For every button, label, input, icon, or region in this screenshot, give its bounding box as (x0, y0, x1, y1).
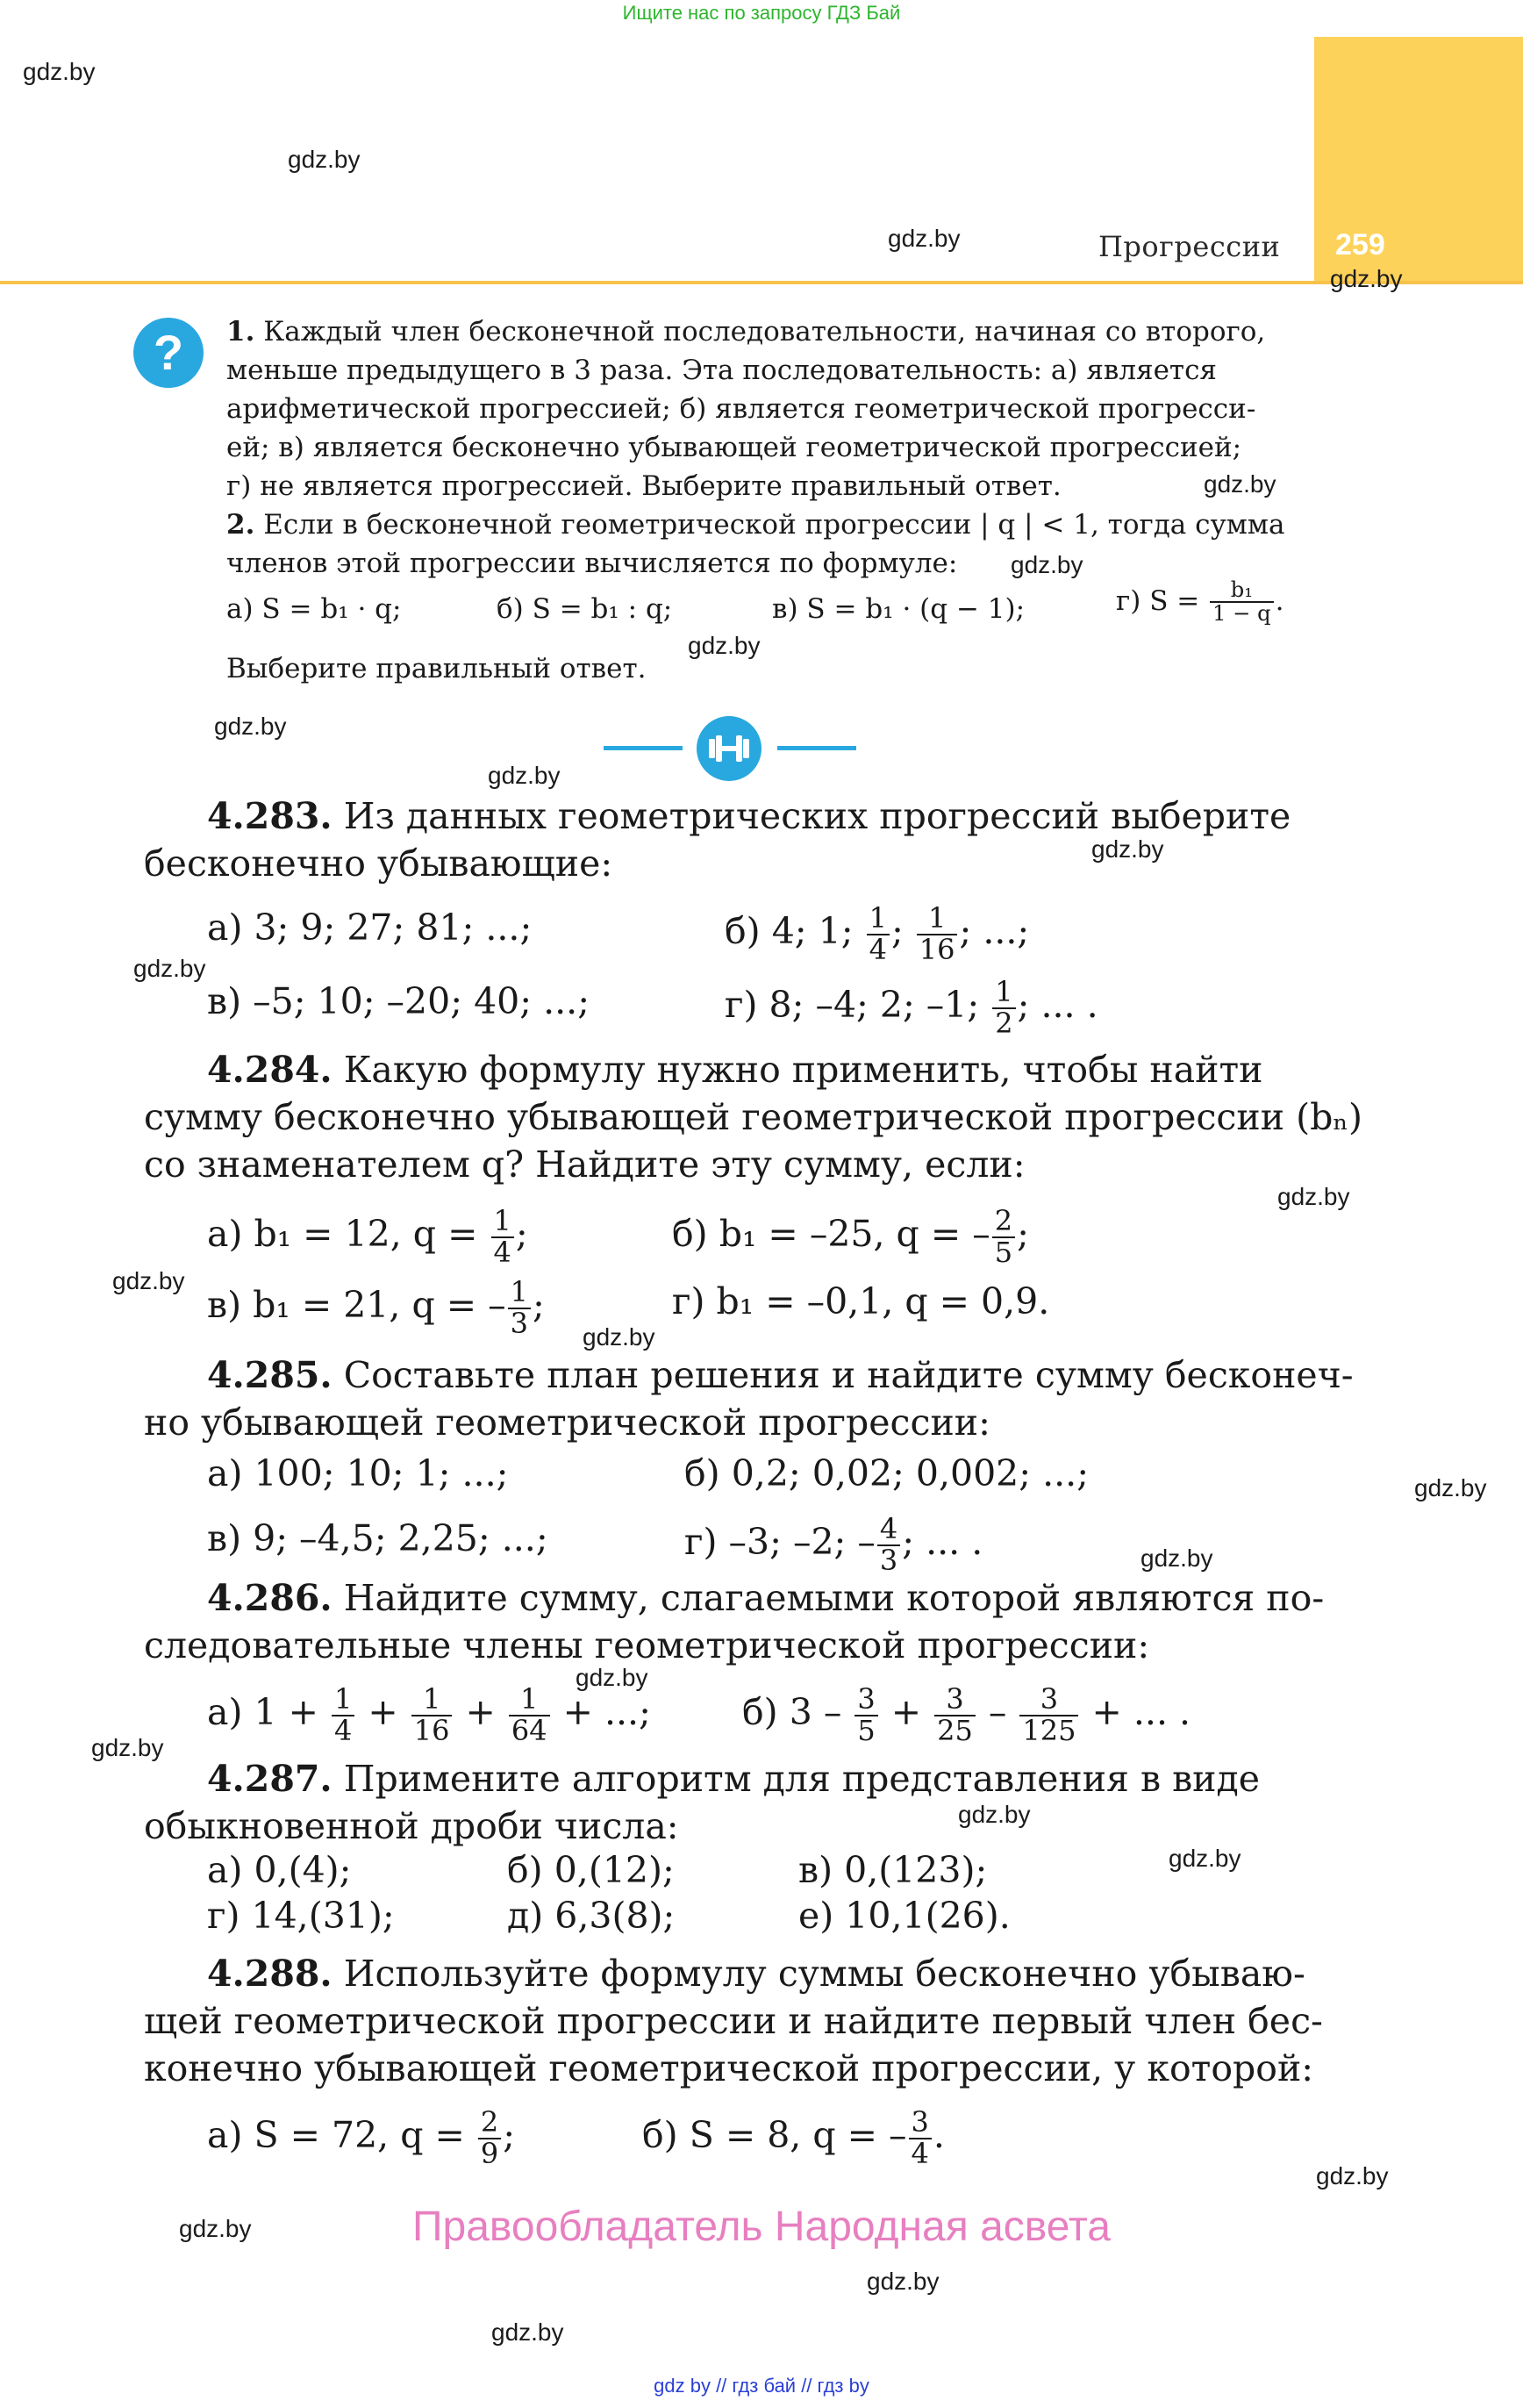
exercise-4-285-b: б) 0,2; 0,02; 0,002; ...; (684, 1452, 1090, 1494)
exercise-4-286-line: следовательные члены геометрической прогрессии: (144, 1624, 1150, 1666)
top-banner-note[interactable]: Ищите нас по запросу ГДЗ Бай (622, 2, 901, 24)
exercise-4-283-v: в) –5; 10; –20; 40; ...; (207, 980, 590, 1022)
watermark: gdz.by (112, 1267, 185, 1294)
divider-line-right (777, 746, 856, 750)
exercise-4-286-line: 4.286. Найдите сумму, слагаемыми которой являются по- (207, 1577, 1325, 1619)
watermark: gdz.by (91, 1734, 164, 1761)
exercise-4-287-a: а) 0,(4); (207, 1849, 352, 1891)
exercise-4-287-e: е) 10,1(26). (798, 1895, 1011, 1937)
watermark: gdz.by (1330, 265, 1403, 292)
watermark: gdz.by (1204, 470, 1276, 498)
header-divider-line (0, 281, 1523, 284)
question-2-line: 2. Если в бесконечной геометрической прогрессии | q | < 1, тогда сумма (226, 509, 1285, 541)
watermark: gdz.by (133, 955, 206, 982)
exercise-4-288-line: щей геометрической прогрессии и найдите первый член бес- (144, 2000, 1323, 2042)
dumbbell-icon (697, 716, 762, 781)
exercise-4-288-a: а) S = 72, q = $\frac{2}{9}$ ; (207, 2105, 516, 2170)
footer-links[interactable]: gdz by // гдз бай // гдз by (654, 2375, 869, 2397)
watermark: gdz.by (1140, 1544, 1213, 1572)
exercise-4-288-line: конечно убывающей геометрической прогрессии, у которой: (144, 2047, 1314, 2089)
exercise-4-283-a: а) 3; 9; 27; 81; ...; (207, 907, 533, 949)
exercise-4-283-g: г) 8; –4; 2; –1; $\frac{1}{2}$ ; ... . (725, 975, 1098, 1040)
exercise-4-286-b: б) 3 – $\frac{3}{5}$ + $\frac{3}{25}$ – $\frac{3}{125}$ + ... . (742, 1682, 1191, 1747)
question-choose-answer: Выберите правильный ответ. (226, 653, 647, 684)
watermark: gdz.by (688, 632, 761, 659)
exercise-4-287-b: б) 0,(12); (507, 1849, 675, 1891)
question-2-option-v: в) S = b₁ · (q − 1); (772, 593, 1026, 625)
watermark: gdz.by (288, 146, 361, 173)
exercise-4-285-a: а) 100; 10; 1; ...; (207, 1452, 509, 1494)
page-number: 259 (1335, 228, 1385, 262)
exercise-4-283-b: б) 4; 1; $\frac{1}{4}$ ; $\frac{1}{16}$ ; ...; (725, 901, 1030, 966)
exercise-4-284-g: г) b₁ = –0,1, q = 0,9. (672, 1280, 1050, 1322)
exercise-4-284-line: 4.284. Какую формулу нужно применить, чтобы найти (207, 1049, 1263, 1091)
exercise-4-285-line: 4.285. Составьте план решения и найдите сумму бесконеч- (207, 1354, 1354, 1396)
exercise-4-285-g: г) –3; –2; – $\frac{4}{3}$ ; ... . (684, 1512, 983, 1577)
exercise-4-287-g: г) 14,(31); (207, 1895, 395, 1937)
question-1-line: 1. Каждый член бесконечной последовательности, начиная со второго, (226, 316, 1266, 348)
watermark: gdz.by (23, 58, 96, 85)
question-mark-icon: ? (133, 318, 204, 388)
watermark: gdz.by (867, 2268, 940, 2295)
watermark: gdz.by (1277, 1183, 1350, 1210)
question-1-line: г) не является прогрессией. Выберите правильный ответ. (226, 470, 1062, 502)
exercise-4-288-b: б) S = 8, q = – $\frac{3}{4}$ . (642, 2105, 945, 2170)
exercise-4-285-v: в) 9; –4,5; 2,25; ...; (207, 1517, 548, 1559)
watermark: gdz.by (1169, 1845, 1241, 1872)
exercise-4-284-line: сумму бесконечно убывающей геометрической прогрессии (bₙ) (144, 1096, 1363, 1138)
watermark: gdz.by (583, 1323, 655, 1351)
exercise-4-284-v: в) b₁ = 21, q = – $\frac{1}{3}$ ; (207, 1275, 545, 1340)
question-2-line: членов этой прогрессии вычисляется по формуле: (226, 548, 958, 579)
watermark: gdz.by (491, 2318, 564, 2346)
watermark: gdz.by (1091, 835, 1164, 863)
exercise-4-285-line: но убывающей геометрической прогрессии: (144, 1401, 990, 1444)
watermark: gdz.by (179, 2215, 252, 2242)
question-2-option-g: г) S = $\frac{\text{b₁}}{1 - q}$ . (1116, 577, 1284, 627)
copyright-notice: Правообладатель Народная асвета (412, 2204, 1111, 2250)
watermark: gdz.by (1414, 1474, 1487, 1501)
watermark: gdz.by (214, 713, 287, 740)
watermark: gdz.by (488, 762, 561, 789)
exercise-4-283-line: бесконечно убывающие: (144, 842, 613, 885)
exercise-4-284-b: б) b₁ = –25, q = – $\frac{2}{5}$ ; (672, 1204, 1029, 1269)
question-2-option-a: а) S = b₁ · q; (226, 593, 402, 625)
watermark: gdz.by (1011, 551, 1083, 578)
watermark: gdz.by (576, 1664, 648, 1691)
exercise-4-287-v: в) 0,(123); (798, 1849, 988, 1891)
question-1-line: меньше предыдущего в 3 раза. Эта последовательность: а) является (226, 355, 1217, 386)
question-1-line: ей; в) является бесконечно убывающей геометрической прогрессией; (226, 432, 1242, 463)
watermark: gdz.by (1316, 2162, 1389, 2189)
section-title: Прогрессии (1098, 230, 1281, 263)
question-1-line: арифметической прогрессией; б) является геометрической прогресси- (226, 393, 1256, 425)
exercise-4-283-line: 4.283. Из данных геометрических прогрессий выберите (207, 795, 1291, 837)
exercise-4-288-line: 4.288. Используйте формулу суммы бесконечно убываю- (207, 1953, 1305, 1995)
exercise-4-286-a: а) 1 + $\frac{1}{4}$ + $\frac{1}{16}$ + $\frac{1}{64}$ + ...; (207, 1682, 651, 1747)
watermark: gdz.by (958, 1801, 1031, 1828)
question-2-option-b: б) S = b₁ : q; (497, 593, 673, 625)
exercise-4-287-d: д) 6,3(8); (507, 1895, 676, 1937)
exercise-4-284-line: со знаменателем q? Найдите эту сумму, если: (144, 1143, 1026, 1186)
watermark: gdz.by (888, 225, 961, 252)
exercise-4-287-line: 4.287. Примените алгоритм для представления в виде (207, 1758, 1260, 1800)
divider-line-left (604, 746, 683, 750)
exercise-4-284-a: а) b₁ = 12, q = $\frac{1}{4}$ ; (207, 1204, 528, 1269)
exercise-4-287-line: обыкновенной дроби числа: (144, 1805, 679, 1847)
